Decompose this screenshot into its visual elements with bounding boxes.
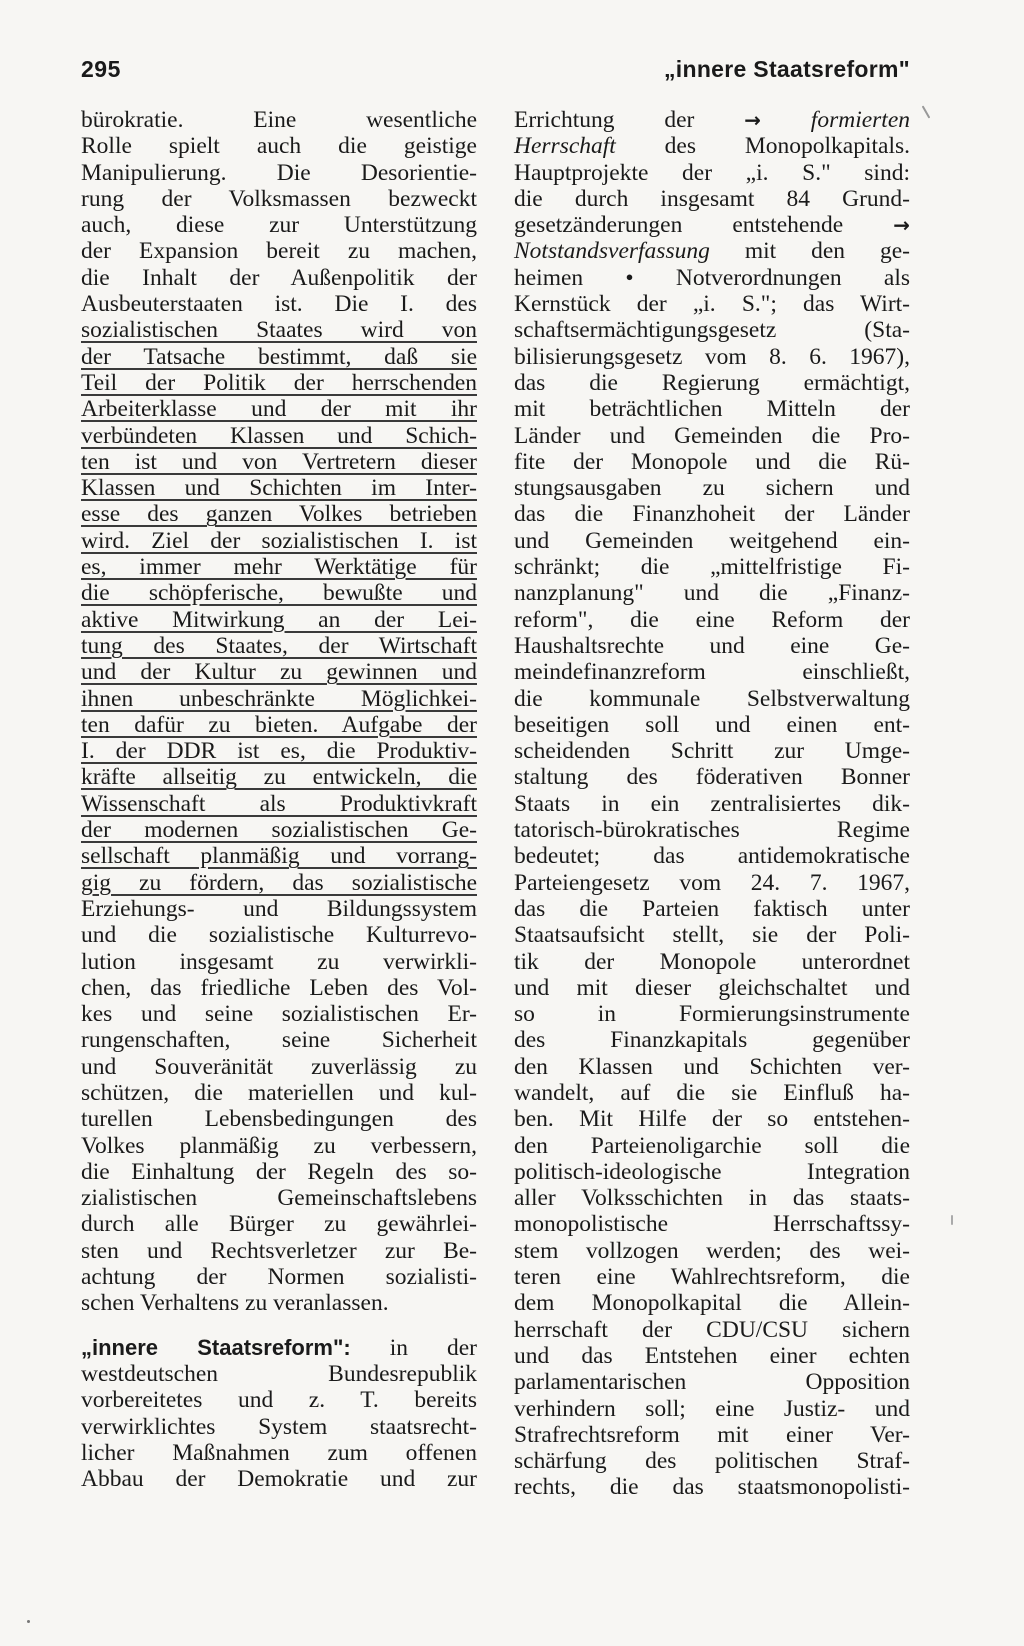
text-line: turellen Lebensbedingungen des — [81, 1106, 477, 1133]
text-line: mit beträchtlichen Mitteln der — [514, 396, 910, 423]
underlined-text-line: der Tatsache bestimmt, daß sie — [81, 343, 477, 370]
text-fragment: gesetzänderungen entstehende — [514, 212, 844, 239]
text-line: schaftsermächtigungsgesetz (Sta- — [514, 317, 910, 344]
underlined-text-line: Klassen und Schichten im Inter- — [81, 475, 477, 502]
cross-reference-arrow-icon: → — [893, 213, 910, 238]
scan-speck — [951, 1215, 953, 1225]
text-line: dem Monopolkapital die Allein- — [514, 1290, 910, 1317]
text-line: die durch insgesamt 84 Grund- — [514, 185, 910, 212]
text-line: Hauptprojekte der „i. S." sind: — [514, 159, 910, 186]
text-line — [514, 212, 910, 238]
text-line: Haushaltsrechte und eine Ge- — [514, 632, 910, 659]
underlined-text-line: kräfte allseitig zu entwickeln, die — [81, 764, 477, 791]
text-line: fite der Monopole und die Rü- — [514, 448, 910, 475]
cross-reference-term: formierten — [810, 107, 911, 133]
entry-text: in der — [350, 1334, 477, 1361]
underlined-text-line: tung des Staates, der Wirtschaft — [81, 632, 477, 659]
underlined-text-line: sellschaft planmäßig und vorrang- — [81, 843, 477, 870]
text-line — [514, 238, 910, 264]
text-line: parlamentarischen Opposition — [514, 1369, 910, 1396]
text-fragment: mit den ge- — [709, 238, 910, 265]
text-line: durch alle Bürger zu gewährlei- — [81, 1211, 477, 1238]
text-line: reform", die eine Reform der — [514, 606, 910, 633]
underlined-text-line: ten dafür zu bieten. Aufgabe der — [81, 711, 477, 738]
text-line: monopolistische Herrschaftssy- — [514, 1211, 910, 1238]
text-line: lution insgesamt zu verwirkli- — [81, 948, 477, 975]
text-line: das die Finanzhoheit der Länder — [514, 501, 910, 528]
entry-first-line — [81, 1335, 477, 1361]
underlined-text-line: esse des ganzen Volkes betrieben — [81, 501, 477, 528]
text-line: Parteiengesetz vom 24. 7. 1967, — [514, 869, 910, 896]
text-line: achtung der Normen sozialisti- — [81, 1264, 477, 1291]
page-number: 295 — [81, 56, 121, 82]
running-head: „innere Staatsreform" — [663, 56, 910, 82]
text-line: Strafrechtsreform mit einer Ver- — [514, 1421, 910, 1448]
text-line: so in Formierungsinstrumente — [514, 1001, 910, 1028]
text-line: staltung des föderativen Bonner — [514, 764, 910, 791]
underlined-text-line: Wissenschaft als Produktivkraft — [81, 790, 477, 817]
underlined-text-line: wird. Ziel der sozialistischen I. ist — [81, 527, 477, 554]
text-line: tik der Monopole unterordnet — [514, 948, 910, 975]
underlined-text-line: verbündeten Klassen und Schich- — [81, 422, 477, 449]
text-line: und mit dieser gleichschaltet und — [514, 974, 910, 1001]
text-line: Rolle spielt auch die geistige — [81, 133, 477, 160]
text-line: und das Entstehen einer echten — [514, 1342, 910, 1369]
text-line: auch, diese zur Unterstützung — [81, 212, 477, 239]
underlined-text-line: ten ist und von Vertretern dieser — [81, 448, 477, 475]
text-line: schen Verhaltens zu veranlassen. — [81, 1290, 389, 1317]
text-fragment: des Monopolkapitals. — [615, 133, 910, 160]
text-line: die Inhalt der Außenpolitik der — [81, 264, 477, 291]
text-line: und die sozialistische Kulturrevo- — [81, 922, 477, 949]
text-line: und Souveränität zuverlässig zu — [81, 1053, 477, 1080]
text-line: Volkes planmäßig zu verbessern, — [81, 1132, 477, 1159]
cross-reference-term: Notstandsverfassung — [514, 238, 710, 265]
text-line: die kommunale Selbstverwaltung — [514, 685, 910, 712]
cross-reference-term: Herrschaft — [514, 133, 616, 160]
underlined-text-line: Teil der Politik der herrschenden — [81, 369, 477, 396]
underlined-text-line: die schöpferische, bewußte und — [81, 580, 477, 607]
text-line: Erziehungs- und Bildungssystem — [81, 895, 477, 922]
text-line: meindefinanzreform einschließt, — [514, 659, 910, 686]
text-line: bilisierungsgesetz vom 8. 6. 1967), — [514, 343, 910, 370]
text-line: kes und seine sozialistischen Er- — [81, 1001, 477, 1028]
text-line: schränkt; die „mittelfristige Fi- — [514, 554, 910, 581]
text-line: rung der Volksmassen bezweckt — [81, 185, 477, 212]
text-line: herrschaft der CDU/CSU sichern — [514, 1316, 910, 1343]
text-line: der Expansion bereit zu machen, — [81, 238, 477, 265]
underlined-text-line: sozialistischen Staates wird von — [81, 317, 477, 344]
text-line: heimen • Notverordnungen als — [514, 264, 910, 291]
cross-reference-arrow-icon: → — [744, 108, 761, 132]
text-line: Abbau der Demokratie und zur — [81, 1466, 477, 1493]
left-column — [81, 107, 477, 1492]
scan-speck — [922, 105, 931, 118]
text-line: Kernstück der „i. S."; das Wirt- — [514, 291, 910, 318]
text-line — [514, 133, 910, 159]
text-line: rungenschaften, seine Sicherheit — [81, 1027, 477, 1054]
text-line: westdeutschen Bundesrepublik — [81, 1360, 477, 1387]
text-line: schützen, die materiellen und kul- — [81, 1079, 477, 1106]
text-line: aller Volksschichten in das staats- — [514, 1185, 910, 1212]
text-line: das die Regierung ermächtigt, — [514, 369, 910, 396]
text-line: die Einhaltung der Regeln des so- — [81, 1158, 477, 1185]
underlined-text-line: I. der DDR ist es, die Produktiv- — [81, 738, 477, 765]
text-line: den Parteienoligarchie soll die — [514, 1132, 910, 1159]
underlined-text-line: es, immer mehr Werktätige für — [81, 554, 477, 581]
underlined-text-line: gig zu fördern, das sozialistische — [81, 869, 477, 896]
underlined-text-line: ihnen unbeschränkte Möglichkei- — [81, 685, 477, 712]
underlined-text-line: aktive Mitwirkung an der Lei- — [81, 606, 477, 633]
scan-speck — [27, 1620, 30, 1623]
underlined-text-line: Arbeiterklasse und der mit ihr — [81, 396, 477, 423]
text-line: schärfung des politischen Straf- — [514, 1448, 910, 1475]
text-line: chen, das friedliche Leben des Vol- — [81, 974, 477, 1001]
text-line: Staats in ein zentralisiertes dik- — [514, 790, 910, 817]
text-line: vorbereitetes und z. T. bereits — [81, 1387, 477, 1414]
text-line: Manipulierung. Die Desorientie- — [81, 159, 477, 186]
text-line: den Klassen und Schichten ver- — [514, 1053, 910, 1080]
text-line: stungsausgaben zu sichern und — [514, 475, 910, 502]
entry-heading: „innere Staatsreform": — [81, 1334, 351, 1360]
text-line: sten und Rechtsverletzer zur Be- — [81, 1237, 477, 1264]
text-line: teren eine Wahlrechtsreform, die — [514, 1264, 910, 1291]
text-line: und Gemeinden weitgehend ein- — [514, 527, 910, 554]
text-line: verhindern soll; eine Justiz- und — [514, 1395, 910, 1422]
text-line: bedeutet; das antidemokratische — [514, 843, 910, 870]
text-line: Ausbeuterstaaten ist. Die I. des — [81, 291, 477, 318]
text-line: verwirklichtes System staatsrecht- — [81, 1413, 477, 1440]
text-line — [514, 107, 910, 133]
text-line: Staatsaufsicht stellt, sie der Poli- — [514, 922, 910, 949]
text-line: stem vollzogen werden; des wei- — [514, 1237, 910, 1264]
text-line: beseitigen soll und einen ent- — [514, 711, 910, 738]
text-line: bürokratie. Eine wesentliche — [81, 107, 477, 133]
text-line: tatorisch-bürokratisches Regime — [514, 817, 910, 844]
text-line: politisch-ideologische Integration — [514, 1158, 910, 1185]
text-line: das die Parteien faktisch unter — [514, 895, 910, 922]
right-column — [514, 107, 910, 1501]
text-line: wandelt, auf die sie Einfluß ha- — [514, 1079, 910, 1106]
text-line: scheidenden Schritt zur Umge- — [514, 738, 910, 765]
underlined-text-line: der modernen sozialistischen Ge- — [81, 817, 477, 844]
text-line: licher Maßnahmen zum offenen — [81, 1439, 477, 1466]
text-line: ben. Mit Hilfe der so entstehen- — [514, 1106, 910, 1133]
text-line: des Finanzkapitals gegenüber — [514, 1027, 910, 1054]
text-fragment: Errichtung der — [514, 107, 695, 133]
text-line: zialistischen Gemeinschaftslebens — [81, 1185, 477, 1212]
text-line: Länder und Gemeinden die Pro- — [514, 422, 910, 449]
text-line: nanzplanung" und die „Finanz- — [514, 580, 910, 607]
text-line: rechts, die das staatsmonopolisti- — [514, 1474, 910, 1501]
underlined-text-line: und der Kultur zu gewinnen und — [81, 659, 477, 686]
